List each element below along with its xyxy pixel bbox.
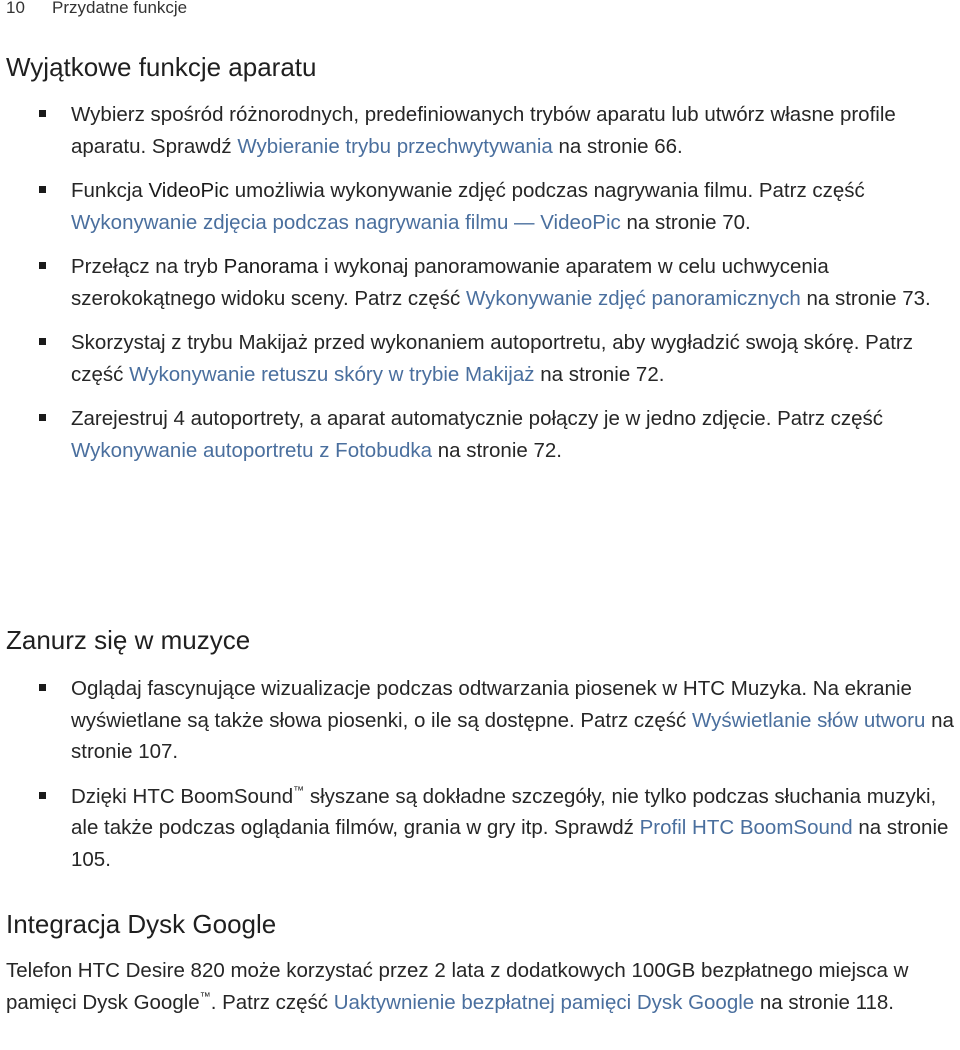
heading-camera-features: Wyjątkowe funkcje aparatu — [6, 52, 317, 82]
bullet-icon — [39, 262, 46, 269]
heading-music: Zanurz się w muzyce — [6, 625, 251, 655]
list-item: Oglądaj fascynujące wizualizacje podczas odtwarzania piosenek w HTC Muzyka. Na ekranie wyświetlane są także słowa piosenki, o ile są dostępne. Patrz część Wyświetlanie słów utworu na stronie 107. — [0, 673, 960, 768]
list-item: Zarejestruj 4 autoportrety, a aparat automatycznie połączy je w jedno zdjęcie. Patrz część Wykonywanie autoportretu z Fotobudka na stronie 72. — [0, 403, 960, 466]
link-makeup-mode[interactable]: Wykonywanie retuszu skóry w trybie Makijaż — [129, 362, 535, 386]
bullet-icon — [39, 110, 46, 117]
section-title: Przydatne funkcje — [52, 0, 188, 17]
link-videopic[interactable]: Wykonywanie zdjęcia podczas nagrywania filmu — VideoPic — [71, 210, 621, 234]
link-boomsound-profile[interactable]: Profil HTC BoomSound — [639, 816, 853, 839]
feature-name-videopic: VideoPic — [148, 179, 230, 202]
list-item: Funkcja VideoPic umożliwia wykonywanie zdjęć podczas nagrywania filmu. Patrz część Wykonywanie zdjęcia podczas nagrywania filmu — VideoPic na stronie 70. — [0, 175, 960, 238]
list-item: Dzięki HTC BoomSound™ słyszane są dokładne szczegóły, nie tylko podczas słuchania muzyki, ale także podczas oglądania filmów, grania w gry itp. Sprawdź Profil HTC BoomSound na stronie 105. — [0, 781, 960, 876]
link-photo-booth[interactable]: Wykonywanie autoportretu z Fotobudka — [71, 438, 433, 462]
link-activate-drive[interactable]: Uaktywnienie bezpłatnej pamięci Dysk Google — [333, 990, 755, 1014]
bullet-icon — [39, 186, 46, 193]
feature-name-panorama: Panorama — [223, 255, 319, 278]
bullet-icon — [39, 338, 46, 345]
link-lyrics[interactable]: Wyświetlanie słów utworu — [692, 708, 926, 732]
trademark-symbol: ™ — [293, 784, 305, 797]
list-item: Skorzystaj z trybu Makijaż przed wykonaniem autoportretu, aby wygładzić swoją skórę. Patrz część Wykonywanie retuszu skóry w trybie Makijaż na stronie 72. — [0, 327, 960, 390]
bullet-icon — [39, 792, 46, 799]
heading-google-drive: Integracja Dysk Google — [6, 909, 277, 939]
link-panorama[interactable]: Wykonywanie zdjęć panoramicznych — [466, 286, 801, 310]
list-item: Przełącz na tryb Panorama i wykonaj panoramowanie aparatem w celu uchwycenia szerokokątnego widoku sceny. Patrz część Wykonywanie zdjęć panoramicznych na stronie 73. — [0, 251, 960, 314]
music-features-list — [0, 673, 960, 875]
list-item: Wybierz spośród różnorodnych, predefiniowanych trybów aparatu lub utwórz własne profile aparatu. Sprawdź Wybieranie trybu przechwytywania na stronie 66. — [0, 99, 960, 162]
trademark-symbol: ™ — [199, 990, 211, 1003]
running-head — [6, 0, 187, 18]
google-drive-paragraph: Telefon HTC Desire 820 może korzystać przez 2 lata z dodatkowych 100GB bezpłatnego miejsca w pamięci Dysk Google™. Patrz część Uaktywnienie bezpłatnej pamięci Dysk Google na stronie 118. — [6, 959, 909, 1014]
page-number: 10 — [6, 0, 25, 17]
bullet-icon — [39, 684, 46, 691]
bullet-icon — [39, 414, 46, 421]
link-capture-mode[interactable]: Wybieranie trybu przechwytywania — [237, 134, 553, 158]
camera-features-list — [0, 99, 960, 466]
